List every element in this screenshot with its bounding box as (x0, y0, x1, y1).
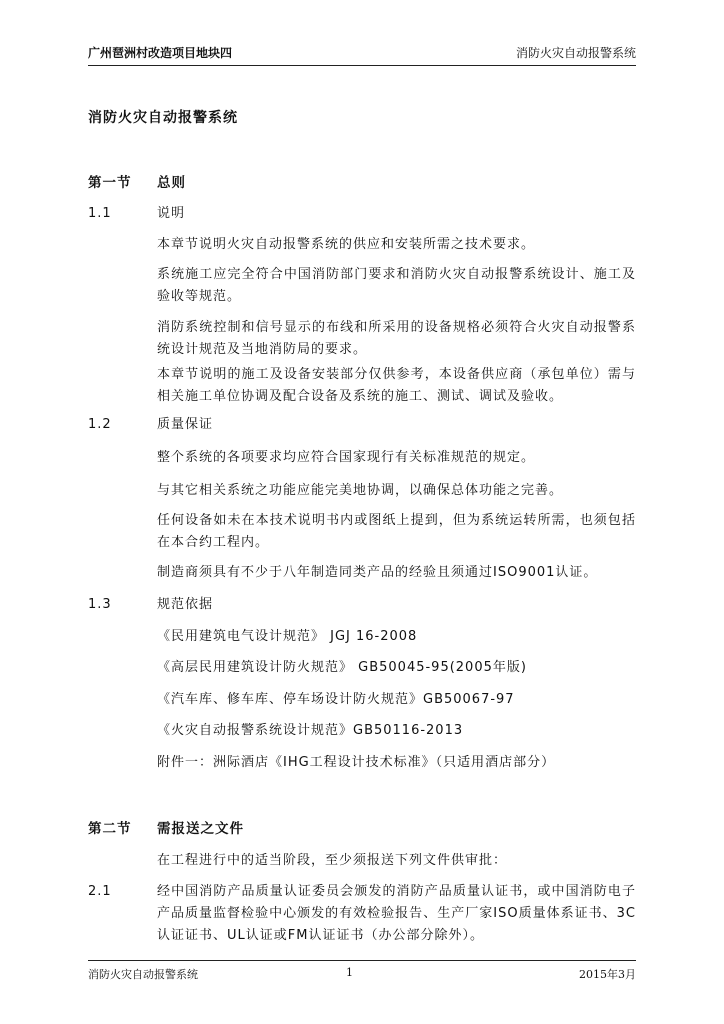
paragraph: 与其它相关系统之功能应能完美地协调，以确保总体功能之完善。 (157, 483, 564, 498)
footer-divider (88, 960, 636, 961)
paragraph: 本章节说明的施工及设备安装部分仅供参考，本设备供应商（承包单位）需与相关施工单位协调及配合设备及系统的施工、测试、调试及验收。 (157, 367, 636, 404)
paragraph: 消防系统控制和信号显示的布线和所采用的设备规格必须符合火灾自动报警系统设计规范及当地消防局的要求。 (157, 320, 636, 357)
subsection-number: 1.1 (88, 206, 112, 221)
section-number: 第二节 (88, 821, 132, 837)
paragraph: 经中国消防产品质量认证委员会颁发的消防产品质量认证书，或中国消防电子产品质量监督检验中心颁发的有效检验报告、生产厂家ISO质量体系证书、3C认证证书、UL认证或FM认证证书（办公部分除外）。 (157, 884, 636, 943)
subsection-title: 质量保证 (157, 417, 214, 432)
subsection-number: 2.1 (88, 884, 112, 899)
paragraph: 在工程进行中的适当阶段，至少须报送下列文件供审批： (157, 853, 508, 868)
reference-item: 《火灾自动报警系统设计规范》GB50116-2013 (157, 723, 464, 738)
section-2-heading (88, 818, 636, 840)
section-number: 第一节 (88, 175, 132, 191)
paragraph: 本章节说明火灾自动报警系统的供应和安装所需之技术要求。 (157, 237, 536, 252)
header-section: 消防火灾自动报警系统 (515, 46, 636, 60)
paragraph: 任何设备如未在本技术说明书内或图纸上提到，但为系统运转所需，也须包括在本合约工程内。 (157, 513, 636, 550)
paragraph: 制造商须具有不少于八年制造同类产品的经验且须通过ISO9001认证。 (157, 565, 598, 580)
reference-item: 《汽车库、修车库、停车场设计防火规范》GB50067-97 (157, 692, 515, 707)
subsection-number: 1.2 (88, 417, 112, 432)
section-title: 需报送之文件 (157, 821, 244, 837)
reference-item: 《民用建筑电气设计规范》 JGJ 16-2008 (157, 629, 418, 644)
subsection-1-1-heading (88, 203, 636, 225)
subsection-2-1 (88, 881, 636, 947)
subsection-title: 说明 (157, 206, 186, 221)
header-divider (88, 65, 636, 66)
subsection-1-3-heading (88, 594, 636, 616)
section-1-heading (88, 172, 636, 194)
page-number: 1 (346, 966, 353, 979)
footer-date: 2015年3月 (579, 968, 636, 981)
subsection-number: 1.3 (88, 597, 112, 612)
paragraph: 系统施工应完全符合中国消防部门要求和消防火灾自动报警系统设计、施工及验收等规范。 (157, 267, 636, 304)
page-footer (88, 966, 636, 982)
reference-item: 《高层民用建筑设计防火规范》 GB50045-95(2005年版) (157, 660, 527, 675)
paragraph: 整个系统的各项要求均应符合国家现行有关标准规范的规定。 (157, 450, 536, 465)
section-title: 总则 (157, 175, 186, 191)
subsection-title: 规范依据 (157, 597, 214, 612)
footer-title: 消防火灾自动报警系统 (88, 968, 198, 981)
reference-item: 附件一：洲际酒店《IHG工程设计技术标准》（只适用酒店部分） (157, 755, 556, 770)
page-header (88, 44, 636, 64)
header-project: 广州琶洲村改造项目地块四 (88, 46, 233, 60)
document-title: 消防火灾自动报警系统 (88, 110, 238, 126)
subsection-1-2-heading (88, 414, 636, 436)
